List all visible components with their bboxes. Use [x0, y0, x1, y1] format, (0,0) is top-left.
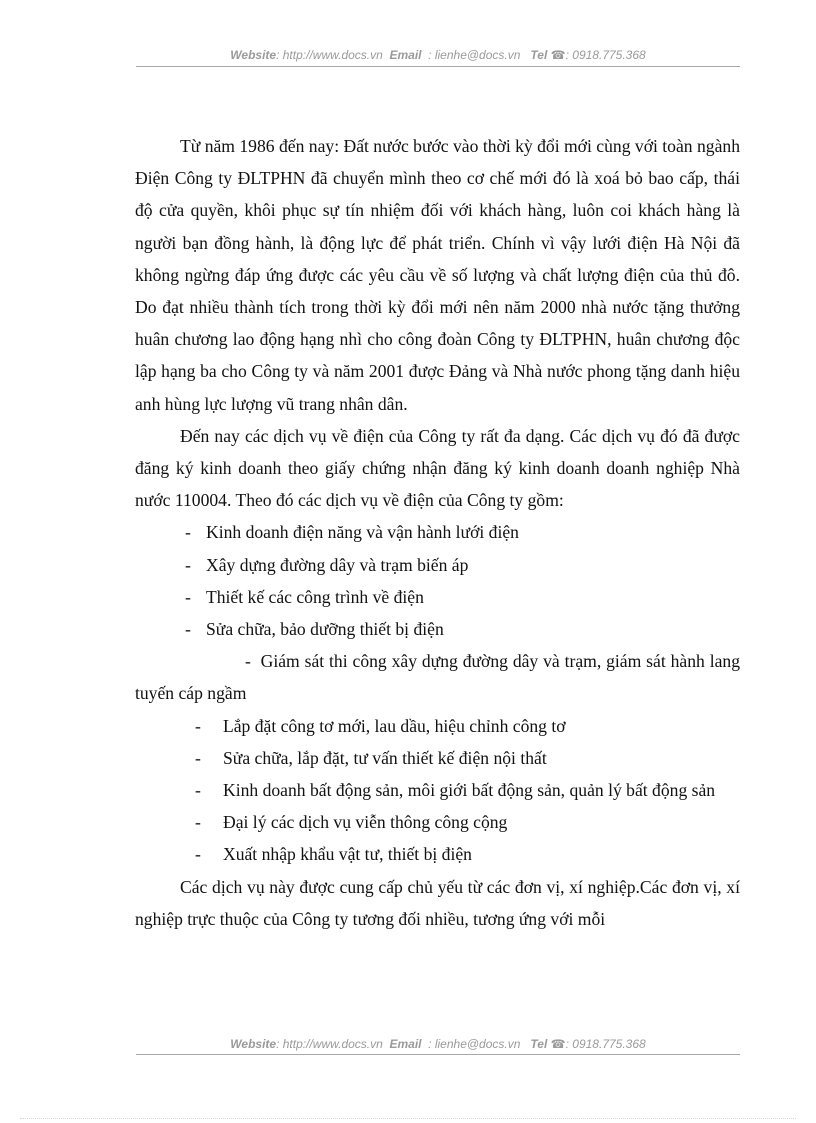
list-item [135, 613, 740, 645]
page-header [136, 48, 740, 62]
bullet-dash: - [185, 522, 191, 543]
bullet-dash: - [195, 715, 201, 736]
list-item [135, 742, 740, 774]
footer-divider [136, 1054, 740, 1055]
service-text: Xuất nhập khẩu vật tư, thiết bị điện [223, 844, 472, 865]
service-text: Kinh doanh bất động sản, môi giới bất động sản, quản lý bất động sản [223, 780, 716, 801]
bullet-dash: - [185, 586, 191, 607]
paragraph-history: Từ năm 1986 đến nay: Đất nước bước vào thời kỳ đổi mới cùng với toàn ngành Điện Công ty ĐLTPHN đã chuyển mình theo cơ chế mới đó là xoá bỏ bao cấp, thái độ cửa quyền, khôi phục sự tín nhiệm đối với khách hàng, luôn coi khách hàng là người bạn đồng hành, là động lực để phát triển. Chính vì vậy lưới điện Hà Nội đã không ngừng đáp ứng được các yêu cầu về số lượng và chất lượng điện của thủ đô. Do đạt nhiều thành tích trong thời kỳ đổi mới nên năm 2000 nhà nước tặng thưởng huân chương lao động hạng nhì cho công đoàn Công ty ĐLTPHN, huân chương độc lập hạng ba cho Công ty và năm 2001 được Đảng và Nhà nước phong tặng danh hiệu anh hùng lực lượng vũ trang nhân dân. [135, 136, 740, 414]
paragraph-services-intro: Đến nay các dịch vụ về điện của Công ty rất đa dạng. Các dịch vụ đó đã được đăng ký kinh doanh theo giấy chứng nhận đăng ký kinh doanh doanh nghiệp Nhà nước 110004. Theo đó các dịch vụ về điện của Công ty gồm: [135, 425, 740, 511]
bullet-dash: - [195, 844, 201, 865]
service-text: Đại lý các dịch vụ viễn thông công cộng [223, 812, 508, 833]
bullet-dash: - [195, 747, 201, 768]
header-divider [136, 66, 740, 67]
header-email-value: : lienhe@docs.vn [428, 48, 521, 62]
bullet-dash: - [185, 554, 191, 575]
list-item [135, 774, 740, 806]
bullet-dash: - [245, 651, 251, 672]
header-tel-label: Tel [530, 48, 548, 62]
paragraph-units: Các dịch vụ này được cung cấp chủ yếu từ các đơn vị, xí nghiệp.Các đơn vị, xí nghiệp trực thuộc của Công ty tương đối nhiều, tương ứng với mỗi [135, 876, 740, 929]
list-item [135, 806, 740, 838]
header-email-label: Email [389, 48, 422, 62]
service-text: Sửa chữa, bảo dưỡng thiết bị điện [206, 619, 444, 640]
service-text: Lắp đặt công tơ mới, lau dầu, hiệu chỉnh công tơ [223, 715, 566, 736]
document-body [135, 130, 740, 935]
service-text: Kinh doanh điện năng và vận hành lưới điện [206, 522, 519, 543]
service-text: Sửa chữa, lắp đặt, tư vấn thiết kế điện nội thất [223, 747, 547, 768]
header-website-url: : http://www.docs.vn [276, 48, 383, 62]
service-text: Xây dựng đường dây và trạm biến áp [206, 554, 469, 575]
footer-tel-value: ☎: 0918.775.368 [550, 1037, 646, 1051]
page-footer [136, 1037, 740, 1051]
bullet-dash: - [195, 812, 201, 833]
list-item [135, 645, 740, 709]
list-item [135, 710, 740, 742]
footer-website-url: : http://www.docs.vn [276, 1037, 383, 1051]
footer-email-label: Email [389, 1037, 422, 1051]
footer-email-value: : lienhe@docs.vn [428, 1037, 521, 1051]
list-item [135, 549, 740, 581]
service-text: Thiết kế các công trình về điện [206, 586, 424, 607]
list-item [135, 838, 740, 870]
page-bottom-dotted-edge [20, 1118, 796, 1119]
list-item [135, 516, 740, 548]
list-item [135, 581, 740, 613]
bullet-dash: - [195, 780, 201, 801]
header-tel-value: ☎: 0918.775.368 [550, 48, 646, 62]
footer-tel-label: Tel [530, 1037, 548, 1051]
footer-website-label: Website [230, 1037, 277, 1051]
service-text: Giám sát thi công xây dựng đường dây và trạm, giám sát hành lang tuyến cáp ngầm [135, 651, 740, 704]
bullet-dash: - [185, 619, 191, 640]
header-website-label: Website [230, 48, 277, 62]
